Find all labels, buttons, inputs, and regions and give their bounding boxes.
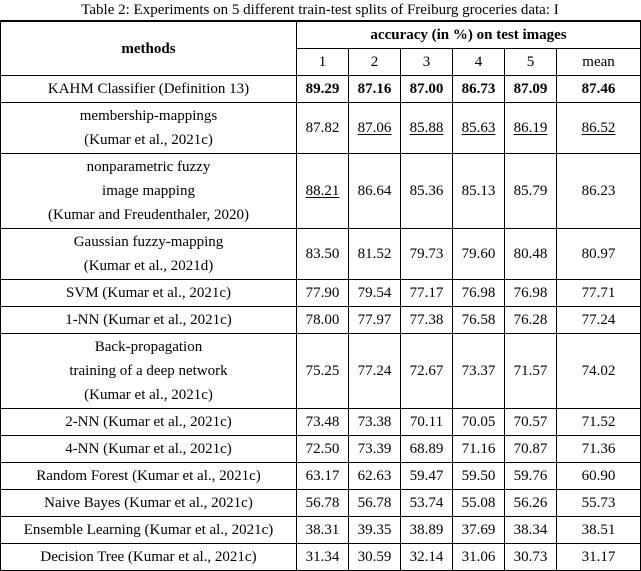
accuracy-cell [505, 409, 557, 436]
accuracy-value: 73.38 [357, 414, 392, 430]
method-name-line: SVM (Kumar et al., 2021c) [66, 285, 231, 301]
method-cell [1, 103, 297, 154]
accuracy-cell [401, 409, 453, 436]
accuracy-cell [297, 154, 349, 229]
accuracy-cell [557, 154, 641, 229]
accuracy-value: 30.59 [357, 549, 392, 565]
accuracy-value: 38.51 [581, 522, 616, 538]
method-cell [1, 154, 297, 229]
accuracy-value: 77.71 [581, 285, 616, 301]
accuracy-cell [505, 280, 557, 307]
col-header-split-mean: mean [557, 49, 641, 76]
accuracy-value: 85.13 [461, 183, 496, 199]
accuracy-cell [297, 517, 349, 544]
accuracy-value: 77.97 [357, 312, 392, 328]
accuracy-cell [349, 76, 401, 103]
method-name-line: Back-propagation [94, 339, 203, 355]
accuracy-value: 81.52 [357, 246, 392, 262]
accuracy-cell [401, 334, 453, 409]
accuracy-value: 89.29 [305, 81, 340, 97]
table-row [1, 229, 641, 280]
table-row [1, 463, 641, 490]
method-cell [1, 280, 297, 307]
accuracy-cell [557, 517, 641, 544]
accuracy-value: 77.24 [581, 312, 616, 328]
accuracy-value: 77.90 [305, 285, 340, 301]
accuracy-value: 87.00 [409, 81, 444, 97]
accuracy-cell [505, 436, 557, 463]
accuracy-cell [505, 76, 557, 103]
accuracy-value: 73.48 [305, 414, 340, 430]
accuracy-value: 86.73 [461, 81, 496, 97]
method-cell [1, 517, 297, 544]
table-row [1, 154, 641, 229]
accuracy-value: 70.11 [409, 414, 444, 430]
accuracy-value: 62.63 [357, 468, 392, 484]
accuracy-cell [505, 517, 557, 544]
method-name-line: (Kumar et al., 2021c) [84, 387, 213, 403]
accuracy-value: 77.17 [409, 285, 444, 301]
accuracy-value: 79.60 [461, 246, 496, 262]
accuracy-value: 70.05 [461, 414, 496, 430]
accuracy-cell [401, 517, 453, 544]
accuracy-cell [453, 436, 505, 463]
accuracy-cell [401, 280, 453, 307]
accuracy-value: 56.78 [305, 495, 340, 511]
accuracy-cell [453, 463, 505, 490]
method-cell [1, 334, 297, 409]
accuracy-value: 38.34 [513, 522, 548, 538]
accuracy-value: 86.52 [581, 120, 616, 136]
accuracy-cell [349, 334, 401, 409]
accuracy-value: 86.19 [513, 120, 548, 136]
table-row [1, 436, 641, 463]
method-name-line: training of a deep network [69, 363, 228, 379]
accuracy-cell [505, 463, 557, 490]
accuracy-cell [557, 490, 641, 517]
accuracy-cell [349, 103, 401, 154]
accuracy-value: 75.25 [305, 363, 340, 379]
table-row [1, 280, 641, 307]
col-header-methods: methods [1, 21, 297, 76]
accuracy-value: 63.17 [305, 468, 340, 484]
accuracy-value: 38.31 [305, 522, 340, 538]
accuracy-cell [401, 154, 453, 229]
accuracy-cell [505, 544, 557, 571]
accuracy-cell [557, 76, 641, 103]
accuracy-cell [505, 334, 557, 409]
accuracy-value: 85.79 [513, 183, 548, 199]
accuracy-value: 80.48 [513, 246, 548, 262]
col-header-split-5: 5 [505, 49, 557, 76]
accuracy-cell [349, 154, 401, 229]
method-name-line: image mapping [102, 183, 195, 199]
method-cell [1, 229, 297, 280]
accuracy-cell [297, 103, 349, 154]
method-name-line: Ensemble Learning (Kumar et al., 2021c) [23, 522, 274, 538]
accuracy-value: 31.06 [461, 549, 496, 565]
accuracy-cell [349, 517, 401, 544]
accuracy-cell [401, 229, 453, 280]
accuracy-cell [557, 229, 641, 280]
method-cell [1, 463, 297, 490]
accuracy-cell [401, 103, 453, 154]
accuracy-cell [401, 544, 453, 571]
accuracy-value: 86.64 [357, 183, 392, 199]
accuracy-value: 60.90 [581, 468, 616, 484]
accuracy-value: 87.16 [357, 81, 392, 97]
accuracy-value: 59.47 [409, 468, 444, 484]
method-name-line: 2-NN (Kumar et al., 2021c) [65, 414, 232, 430]
accuracy-cell [453, 517, 505, 544]
accuracy-cell [401, 490, 453, 517]
accuracy-cell [453, 280, 505, 307]
accuracy-cell [505, 154, 557, 229]
accuracy-cell [297, 490, 349, 517]
accuracy-value: 73.39 [357, 441, 392, 457]
accuracy-cell [557, 436, 641, 463]
accuracy-cell [453, 334, 505, 409]
accuracy-value: 72.67 [409, 363, 444, 379]
accuracy-value: 70.57 [513, 414, 548, 430]
method-name-line: Decision Tree (Kumar et al., 2021c) [40, 549, 257, 565]
accuracy-value: 72.50 [305, 441, 340, 457]
accuracy-cell [557, 409, 641, 436]
accuracy-cell [349, 307, 401, 334]
table-row [1, 307, 641, 334]
accuracy-cell [297, 307, 349, 334]
accuracy-cell [297, 334, 349, 409]
accuracy-cell [297, 229, 349, 280]
col-header-split-4: 4 [453, 49, 505, 76]
accuracy-value: 76.28 [513, 312, 548, 328]
accuracy-cell [401, 436, 453, 463]
accuracy-value: 76.98 [513, 285, 548, 301]
accuracy-value: 78.00 [305, 312, 340, 328]
accuracy-cell [453, 76, 505, 103]
accuracy-cell [349, 229, 401, 280]
accuracy-cell [401, 307, 453, 334]
accuracy-cell [297, 436, 349, 463]
method-name-line: (Kumar et al., 2021c) [84, 132, 213, 148]
accuracy-value: 79.54 [357, 285, 392, 301]
accuracy-value: 32.14 [409, 549, 444, 565]
method-name-line: KAHM Classifier (Definition 13) [47, 81, 250, 97]
table-row [1, 490, 641, 517]
accuracy-cell [557, 544, 641, 571]
method-cell [1, 436, 297, 463]
accuracy-cell [505, 103, 557, 154]
accuracy-value: 37.69 [461, 522, 496, 538]
accuracy-value: 76.98 [461, 285, 496, 301]
accuracy-cell [557, 280, 641, 307]
accuracy-value: 38.89 [409, 522, 444, 538]
accuracy-value: 30.73 [513, 549, 548, 565]
accuracy-value: 87.06 [357, 120, 392, 136]
accuracy-value: 80.97 [581, 246, 616, 262]
accuracy-value: 74.02 [581, 363, 616, 379]
accuracy-value: 56.26 [513, 495, 548, 511]
accuracy-value: 83.50 [305, 246, 340, 262]
accuracy-cell [453, 544, 505, 571]
accuracy-value: 55.08 [461, 495, 496, 511]
accuracy-value: 71.52 [581, 414, 616, 430]
method-cell [1, 544, 297, 571]
table-row [1, 544, 641, 571]
col-header-split-3: 3 [401, 49, 453, 76]
accuracy-value: 85.36 [409, 183, 444, 199]
method-name-line: (Kumar et al., 2021d) [83, 258, 214, 274]
method-cell [1, 307, 297, 334]
accuracy-value: 87.46 [581, 81, 616, 97]
accuracy-cell [505, 490, 557, 517]
accuracy-value: 70.87 [513, 441, 548, 457]
accuracy-cell [349, 463, 401, 490]
accuracy-cell [557, 334, 641, 409]
accuracy-value: 39.35 [357, 522, 392, 538]
accuracy-cell [349, 490, 401, 517]
table-caption: Table 2: Experiments on 5 different train-test splits of Freiburg groceries data: I [81, 2, 559, 18]
accuracy-value: 79.73 [409, 246, 444, 262]
accuracy-value: 76.58 [461, 312, 496, 328]
accuracy-cell [297, 463, 349, 490]
accuracy-cell [297, 409, 349, 436]
accuracy-value: 59.50 [461, 468, 496, 484]
accuracy-value: 85.88 [409, 120, 444, 136]
accuracy-cell [297, 544, 349, 571]
accuracy-cell [349, 409, 401, 436]
method-name-line: membership-mappings [79, 108, 218, 124]
accuracy-value: 87.09 [513, 81, 548, 97]
method-name-line: Naive Bayes (Kumar et al., 2021c) [44, 495, 253, 511]
accuracy-value: 86.23 [581, 183, 616, 199]
method-name-line: 4-NN (Kumar et al., 2021c) [65, 441, 232, 457]
accuracy-value: 71.16 [461, 441, 496, 457]
accuracy-cell [453, 409, 505, 436]
accuracy-value: 85.63 [461, 120, 496, 136]
accuracy-cell [453, 307, 505, 334]
table-row [1, 103, 641, 154]
accuracy-cell [297, 280, 349, 307]
accuracy-cell [453, 229, 505, 280]
col-header-split-1: 1 [297, 49, 349, 76]
method-name-line: Random Forest (Kumar et al., 2021c) [36, 468, 261, 484]
accuracy-value: 73.37 [461, 363, 496, 379]
accuracy-cell [349, 280, 401, 307]
accuracy-value: 71.57 [513, 363, 548, 379]
accuracy-value: 56.78 [357, 495, 392, 511]
method-cell [1, 76, 297, 103]
accuracy-value: 53.74 [409, 495, 444, 511]
accuracy-cell [297, 76, 349, 103]
accuracy-value: 55.73 [581, 495, 616, 511]
table-row [1, 334, 641, 409]
col-header-accuracy: accuracy (in %) on test images [297, 21, 641, 49]
accuracy-cell [505, 307, 557, 334]
method-cell [1, 409, 297, 436]
table-row [1, 517, 641, 544]
method-name-line: nonparametric fuzzy [86, 159, 211, 175]
accuracy-value: 87.82 [305, 120, 340, 136]
accuracy-cell [453, 103, 505, 154]
header-row-top [1, 21, 641, 49]
accuracy-cell [349, 436, 401, 463]
accuracy-value: 77.38 [409, 312, 444, 328]
col-header-split-2: 2 [349, 49, 401, 76]
accuracy-value: 88.21 [305, 183, 340, 199]
results-table [0, 20, 641, 571]
accuracy-cell [453, 154, 505, 229]
accuracy-value: 31.34 [305, 549, 340, 565]
accuracy-cell [453, 490, 505, 517]
accuracy-cell [505, 229, 557, 280]
method-name-line: Gaussian fuzzy-mapping [73, 234, 224, 250]
accuracy-value: 71.36 [581, 441, 616, 457]
method-name-line: (Kumar and Freudenthaler, 2020) [48, 207, 249, 223]
accuracy-value: 31.17 [581, 549, 616, 565]
method-name-line: 1-NN (Kumar et al., 2021c) [65, 312, 232, 328]
accuracy-cell [557, 103, 641, 154]
table-row [1, 76, 641, 103]
table-row [1, 409, 641, 436]
accuracy-value: 77.24 [357, 363, 392, 379]
accuracy-cell [557, 307, 641, 334]
accuracy-value: 68.89 [409, 441, 444, 457]
accuracy-cell [401, 76, 453, 103]
accuracy-cell [557, 463, 641, 490]
accuracy-cell [401, 463, 453, 490]
method-cell [1, 490, 297, 517]
accuracy-cell [349, 544, 401, 571]
accuracy-value: 59.76 [513, 468, 548, 484]
